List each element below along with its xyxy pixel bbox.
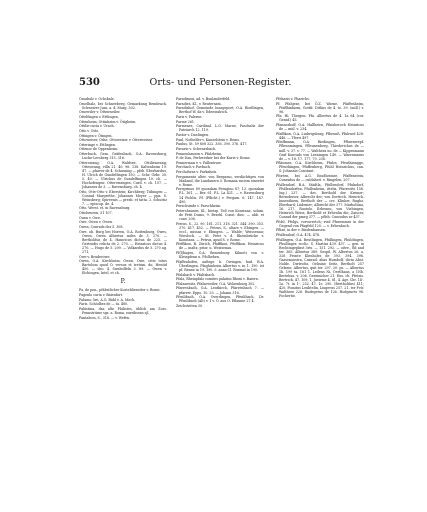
index-entry: Pf(l)bagen, O.A. Beisenburg: Kilmeti von v. Kleinpfenn u. Pfolhehen. <box>176 251 264 260</box>
index-entry: Otteringe v. Ettlingen. <box>79 142 117 147</box>
index-entry: Palumo, bei, A.G. Bühl v. A. Moch. <box>79 297 136 302</box>
index-entry: Parme 261. <box>176 119 195 124</box>
index-entry: Pfarrenbach, O.A. Leutkirch, Pfarrenbach 7. — pfarrer. Eppo. 10. 25. — Johann 316. <box>176 286 264 295</box>
index-entry: Zeichstetten 30. <box>176 303 204 308</box>
index-entry: Ottenheim, Ottinheim v. Ötigheim. <box>79 119 137 124</box>
index-entry: Paradissen, ad. v. Bonlanderfeld. <box>176 97 231 101</box>
index-entry: Ossabalz v. Ochsbalz. <box>79 97 115 101</box>
index-entry: Perschsinde v. Parschheim. <box>176 204 222 209</box>
index-entry: Ottingen v. Ötingen. <box>79 133 113 138</box>
index-entry: Paul, Nothelfer v. Kunzelstein v. Rems. <box>176 137 240 142</box>
index-entry: Owen, Conrads der 5. 308. <box>79 225 124 230</box>
index-entry: Pennenhausen v. Pfalzheim. <box>176 151 223 156</box>
index-entry: Pflize, in der v. Biedenhausen. <box>276 228 326 233</box>
index-entry: Petrus, S., 22. 90. 161. 211. 318. 321. 344. 390. 353. 370. 417. 452. — Petrus, S., altare v. Ebingen. — eccl., missas v. Ebingen. — Walde; Weissenau; Wiesloch. — St. Petri v. d. Rheinbrücke v. Konstanz. — Petrus, apud S. v. Rome. <box>176 221 264 242</box>
index-entry: Parmenes, Cardinal. L.O. Marne, Paschalis der Patriarch 12. 119. <box>176 124 264 133</box>
page-header <box>79 77 362 89</box>
index-entry: Palästina, das alte Philistes, üblich am Zoss. Pennstrüme sgs. a. Roma, earribsens sjl. <box>79 306 167 315</box>
index-entry: Pfullingen, O.A. Reutlingen, Pfullingen, Phuldingen, Phullinger, ecclic. S. Martini 439. 437. — gen. in Rechtingepfast 3rts. — 151. 292. — oitre., fld and ter. 365. Albertus 389. Gespil. W. Albertus 26. a. 326 Fronte Klenholes de 393. 394. 396. Gassenaustra, Cunrad. alias Humbolf, dicta Abst. Nolde. Dietrichs, Oelisine Seitz, Bertholt 257 Gelsme, Albertus, quit ter. 297. 20. ps. — Albertus 1b. 199 ta. 161 1. Leilens Ni. Oertlhaus, a 1Nb. Bertehus. v. 206. Gereinicher 21. Eus. ch. Pfetzis. Bertrich, 47, 109, 1, Jueirme 4. 81, 4. Agr. Chr. 14-. 1a. 7t. in 1-, 252. 47. 1e. 290. (Bertholdus) 411; 420, Fomitus Leubtelin, Liugerus 257. 21. ter Fvir. Walthere 226. Rudegerus de 126. Hodgsurts 98. Fochertie. <box>276 237 364 299</box>
index-entry: Paris. Schödbes de — ta. 480. <box>79 302 129 307</box>
index-entry: Pfohl, Pfolgs, vorvorretch; zvid Pfaremmes in der Gegend von Pfagfeld 120. — v. Erbenbach. <box>276 219 364 228</box>
index-entry: Ottobeuren, 51 107. <box>79 211 113 216</box>
index-entry: Pfalzaewitz, Pfalzoweiler, O.A. Wolzenburg 302. <box>176 281 256 286</box>
index-entry: Pfeharis v. Pharichs. <box>276 97 310 101</box>
index-entry: Peregrinus 89 quondam Perugino 87; 13. quondam P.L. 161. — Ber. 61. P.L. La 421. — v. Ravensburg 14 Pichlis, Pf. (Pflicht.) v. Pergam. 6. 147. 167. 490. <box>176 187 264 204</box>
index-entry: Pfalz, Rheinpfalz comites palatini Rheni v. Baiern. <box>176 277 259 282</box>
index-entry: Ottenor de Oppenheim. <box>79 147 119 152</box>
index-entry: P. de Dau, Perhwerker bei der Kurie v. Rome. <box>176 156 251 161</box>
page-number: 530 <box>79 77 100 88</box>
section-letter-heading: P. <box>120 278 126 286</box>
index-entry: Pfa. Hi. Thergen. Pfa. Albertus de 4. 1a 64 (cor. Gennf.) 45. <box>276 114 364 123</box>
index-entry: Pavarie v. Schwarzbach. <box>176 146 217 151</box>
index-entry: Otto, Otte-Otto v. Eberstein; Kirchberg; Tübingen — Conrad Margrethe, Johannes Meyer — ppa. S. Weinsberg; Spireenis — presb. et tatta. 2. Schuttiz 7. — episcop. de. 4. <box>79 189 167 206</box>
index-column-1 <box>79 97 167 320</box>
index-entry: Pfullendorf, O.A. 474. 478. <box>276 233 321 238</box>
index-entry: Owe, Owen v. Owen. <box>79 220 114 225</box>
index-entry: Pfullendorf, B.A. Städtla, Pfullendorf, Pfulndorf, Pfullendorfen, Pfullenheim, ittelis, Pfarrerits 156. (ug.) 237. — dec. Berthold der Kremer; Bernebuser, Albrecht der; von Dortirch, Heinrich, Innenthiem, Bertholt der — cre. Klinher, Rughz, Eberhard; Lüdemer; Albrecht der 377. Marholtina, 16. 217. Ruotolo, Erheunu, von Viehingen, Heinrich Weiss, Berthold et Erheulin die; Zaiscer, Conrad der pmrg 377. — pfleb. Cunradus se 437. <box>276 182 364 220</box>
index-entry: Perchach v. Pavbach. <box>176 165 211 170</box>
index-entry: Petershausen, Kl., bietzp. Teil von Konstanz, solum. de Petit Dumo, 9. Bezrhl. Const. dioc. — abb. et conv. 208. <box>176 208 264 221</box>
index-entry: Pf. Pfahjeze, bei Ö.Z. Warne, Pfaffenheim, Pfaffhinhiem, Gottfr. Ditlins de 4. to. 39. (mill.) v. 96. <box>276 101 364 114</box>
index-entry: Pa. de pon., pfäbstlicher Kosteldiensiter v. Rome. <box>79 288 161 293</box>
index-column-2 <box>176 97 264 308</box>
index-column-3 <box>276 97 364 299</box>
index-entry: Paulus, St. 59 808 322. 356. 390. 376. 417. <box>176 142 248 147</box>
index-entry: Pfeffikon, B. Zürich, Pfaffikon, Pfeffikon, Heinricus de — maltz, prior, u. Weissenau. <box>176 242 264 251</box>
index-entry: Perchohens v. Farkaheis. <box>176 170 218 175</box>
index-entry: Pantaleon, S., 318. — v. Wefen. <box>79 315 131 320</box>
index-entry: Osselbalz, bei Schneeberg, Gemarkung Rembrach, Schweizer Jura, a. d. Murg. 502. <box>79 101 167 110</box>
index-entry: Otto v. Otto. <box>79 128 100 133</box>
index-entry: Pfenlibach, O.A. Overdingen, Pfenlibach, Dr. Pfenlibach (Alt) v. 1 v. Ö. aus O. Eflaume 27 4. <box>176 295 264 304</box>
index-entry: Pfaffikon, O.A. Ludwigsburg, Pfluwnß, Pfuhwef 428. 446. — Tferri 497. <box>276 131 364 140</box>
index-entry: Owe v. Bruderowe. <box>79 254 111 259</box>
index-entry: Ossewiler v. Ottenweiler. <box>79 110 121 115</box>
index-entry: Otterswang, O.A. Waldsee, Ottilienwang; Otteswang, villa 21. 40. 96. 138. Kaltenheim 19. 47. — pfarrer de 4. Schussing — pfeb. Eberhardus, H. Ulrich de Gundelfingen 150. — Schr. Gebr. 30. 5. 40. — Ulrichus de Gundelfingen 10. ch. — Hochofengen: Otterswangen. Curd. v. ch. 107. — Johannes de 3. — Ravensburg, ch. 4. <box>79 160 167 190</box>
index-entry: Pforten, bei A.G. Ensdheimer, Pfaffenstein, Cunradus de — culdaheit. v. Ringelen, 207. <box>276 174 364 183</box>
index-entry: Ottoweiser, Oshe, Ottoweiser v. Otterweiser. <box>79 138 153 143</box>
index-entry: Pfalzbach v. Pfaltzbach. <box>176 272 216 277</box>
index-entry: Pfannerhoff, O.A. Hallheirn, Pfinsheroch Heinricus de — miil. v. 234. <box>276 123 364 132</box>
running-title: Orts- und Personen-Register. <box>149 77 292 88</box>
index-entry: Pfläumes, O.A. Kirchheim, Pfulzs, Pfeuthinngge, Pfeuthingen, Pfaffenberg, Pfuhl Heinrichus, can. S. Johannis Constant. <box>276 161 364 174</box>
index-entry: Paris v. Palerne. <box>176 114 203 119</box>
index-entry: Paradies, Kl., v. Reutersam. <box>176 101 222 106</box>
index-entry: Paradishof, Gemeinde Innsgeport, O.A. Riedlingen, Berthof W. da v. Edenwalrich. <box>176 106 264 115</box>
index-entry: Pergamente alter. von Bergamo, verdächtiges von Mailand, die Landauern 5. Romana racism einsetzt v. Rome. <box>176 174 264 187</box>
index-entry: Ottelfingen v. Ettlingen. <box>79 114 119 119</box>
index-entry: Owen, O.A. Kirchheim, Owen, Owe, civis totus Bartolum quod O. versus et tretum, du. Hentid 450. — dec. 4. Swabolfeln 3. 89. — Owen v. Eichingen, Intel. et ch. <box>79 259 167 276</box>
index-entry: Pennerman v. v. Pallentraw. <box>176 160 222 165</box>
index-entry: Otto. Werst. et. in Ravensburg. <box>79 206 131 211</box>
index-entry: Ouen v. Owe. <box>79 215 101 220</box>
index-entry: Pfaffenhofen, aufiegs. b. Owingen, bad. B.A. Überlingen, Pfaghinheim Albertus v. in 1. 190. ist pf. Renne in 19. 190. 5. anno Cl. Rosmat in 190. <box>176 259 264 272</box>
index-entry: Pfeiffmann, O.A. Riedingen, Pfluwnwepf, Pfleunmingen, Pfleunenberg, Thiederichus de — mill. v. 37. v. 77. — Walthera no. de — Kippenmann Graf Konrads von Leeningen 149. — Warremarus de — v. 18. 17. 177. 79. 238. <box>276 140 364 161</box>
index-entry: Owe, ob. Burg bei Horren, O.A. Rottenburg, Owes, Owen, Owen Albertus miles de 3. 270. — Bertholdus de 4. Hainricus dictus de 225. — Gertrudis relicta de 2. 270. — Heinricus dictus 4. 270. — Hugo de 5. 209. — Volkardus de 5. 270 ag. 271. <box>79 229 167 254</box>
index-entry: Pastor v. Daelingen. <box>176 132 210 137</box>
index-entry: Otterbach, Gem. Gräfenbach, O.A. Ravensburg, Lucke-Lersberg 315. 316. <box>79 152 167 161</box>
index-entry: Pagenlo curia v. Baienfurt. <box>79 293 123 298</box>
index-entry: Ottilie curia v. Urach. <box>79 124 115 129</box>
